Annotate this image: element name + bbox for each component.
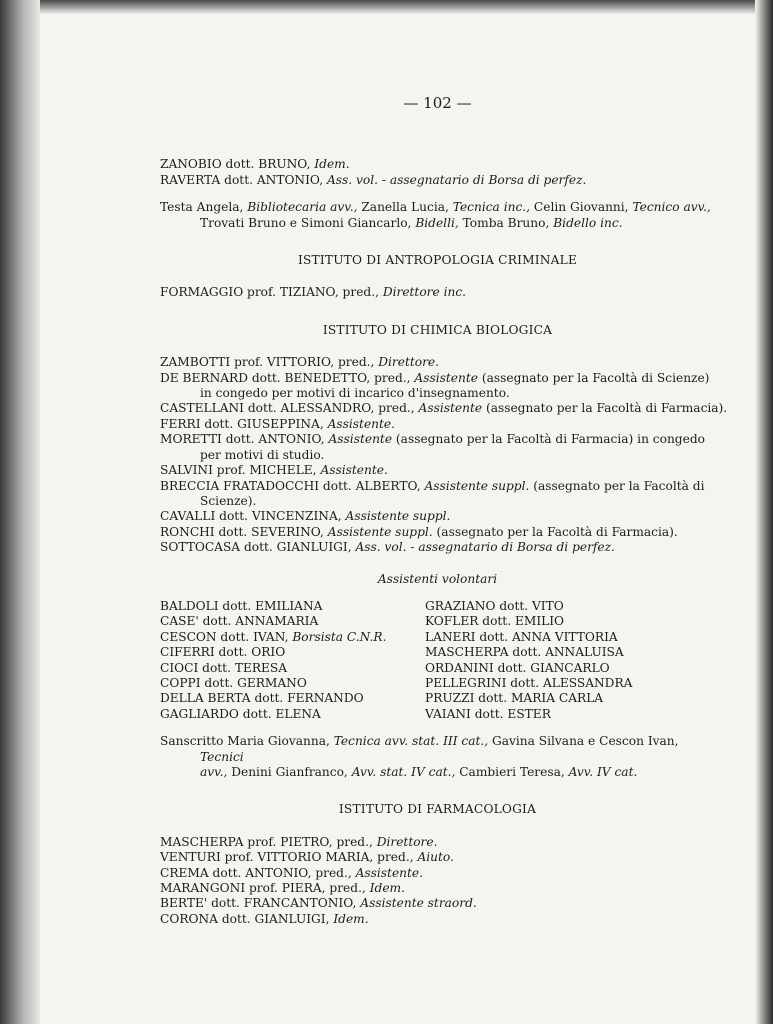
section-title: ISTITUTO DI ANTROPOLOGIA CRIMINALE	[297, 253, 578, 268]
volunteer-columns	[160, 599, 715, 722]
entry-continuation: Scienze).	[200, 493, 257, 508]
list-item: GAGLIARDO dott. ELENA	[160, 706, 321, 721]
list-item: CIOCI dott. TERESA	[160, 660, 288, 675]
entry: FORMAGGIO prof. TIZIANO, pred., Direttore inc.	[160, 285, 467, 300]
volunteer-column-right	[425, 599, 715, 722]
entry: RAVERTA dott. ANTONIO, Ass. vol. - assegnatario di Borsa di perfez.	[160, 172, 587, 187]
list-item: CESCON dott. IVAN, Borsista C.N.R.	[160, 629, 387, 644]
entry: CASTELLANI dott. ALESSANDRO, pred., Assistente (assegnato per la Facoltà di Farmacia).	[160, 401, 728, 416]
scan-edge-left	[0, 0, 40, 1024]
list-item: VAIANI dott. ESTER	[425, 706, 551, 721]
section-title: ISTITUTO DI CHIMICA BIOLOGICA	[322, 322, 553, 337]
entry: FERRI dott. GIUSEPPINA, Assistente.	[160, 416, 395, 431]
entry: ZANOBIO dott. BRUNO, Idem.	[160, 157, 350, 172]
list-item: ORDANINI dott. GIANCARLO	[425, 660, 610, 675]
entry-continuation: per motivi di studio.	[200, 447, 325, 462]
top-entries	[160, 157, 715, 188]
entry: SOTTOCASA dott. GIANLUIGI, Ass. vol. - assegnatario di Borsa di perfez.	[160, 540, 615, 555]
list-item: MASCHERPA dott. ANNALUISA	[425, 645, 624, 660]
list-item: COPPI dott. GERMANO	[160, 675, 307, 690]
entry: BRECCIA FRATADOCCHI dott. ALBERTO, Assistente suppl. (assegnato per la Facoltà di	[160, 478, 705, 493]
entry: SALVINI prof. MICHELE, Assistente.	[160, 463, 388, 478]
list-item: CIFERRI dott. ORIO	[160, 645, 286, 660]
staff-paragraph: Sanscritto Maria Giovanna, Tecnica avv. stat. III cat., Gavina Silvana e Cescon Ivan, Tecnici avv., Denini Gianfranco, Avv. stat. IV cat., Cambieri Teresa, Avv. IV cat.	[160, 734, 679, 779]
scan-edge-top	[0, 0, 773, 14]
list-item: PRUZZI dott. MARIA CARLA	[425, 691, 604, 706]
section-title: ISTITUTO DI FARMACOLOGIA	[338, 802, 537, 817]
entry: DE BERNARD dott. BENEDETTO, pred., Assistente (assegnato per la Facoltà di Scienze)	[160, 370, 710, 385]
document-page	[160, 94, 728, 927]
list-item: CASE' dott. ANNAMARIA	[160, 614, 319, 629]
entry: CAVALLI dott. VINCENZINA, Assistente suppl.	[160, 509, 451, 524]
list-item: KOFLER dott. EMILIO	[425, 614, 565, 629]
list-item: LANERI dott. ANNA VITTORIA	[425, 629, 618, 644]
entry-continuation: in congedo per motivi di incarico d'insegnamento.	[200, 386, 510, 401]
entry: VENTURI prof. VITTORIO MARIA, pred., Aiuto.	[160, 850, 454, 865]
volunteer-column-left	[160, 599, 425, 722]
scan-edge-right	[755, 0, 773, 1024]
entry-list	[160, 835, 715, 927]
entry: MASCHERPA prof. PIETRO, pred., Direttore.	[160, 834, 438, 849]
list-item: PELLEGRINI dott. ALESSANDRA	[425, 675, 633, 690]
entry: BERTE' dott. FRANCANTONIO, Assistente straord.	[160, 896, 477, 911]
entry: CREMA dott. ANTONIO, pred., Assistente.	[160, 865, 423, 880]
entry: ZAMBOTTI prof. VITTORIO, pred., Direttore.	[160, 355, 440, 370]
entry: MARANGONI prof. PIERA, pred., Idem.	[160, 881, 405, 896]
entry-list	[160, 355, 728, 555]
list-item: GRAZIANO dott. VITO	[425, 598, 564, 613]
entry: CORONA dott. GIANLUIGI, Idem.	[160, 911, 369, 926]
entry: MORETTI dott. ANTONIO, Assistente (assegnato per la Facoltà di Farmacia) in congedo	[160, 432, 705, 447]
entry: RONCHI dott. SEVERINO, Assistente suppl. (assegnato per la Facoltà di Farmacia).	[160, 524, 678, 539]
staff-paragraph: Testa Angela, Bibliotecaria avv., Zanella Lucia, Tecnica inc., Celin Giovanni, Tecnico avv., Trovati Bruno e Simoni Giancarlo, Bidelli, Tomba Bruno, Bidello inc.	[160, 200, 711, 230]
list-item: BALDOLI dott. EMILIANA	[160, 598, 323, 613]
list-item: DELLA BERTA dott. FERNANDO	[160, 691, 364, 706]
page-number: — 102 —	[403, 94, 472, 112]
subsection-title: Assistenti volontari	[377, 571, 498, 586]
